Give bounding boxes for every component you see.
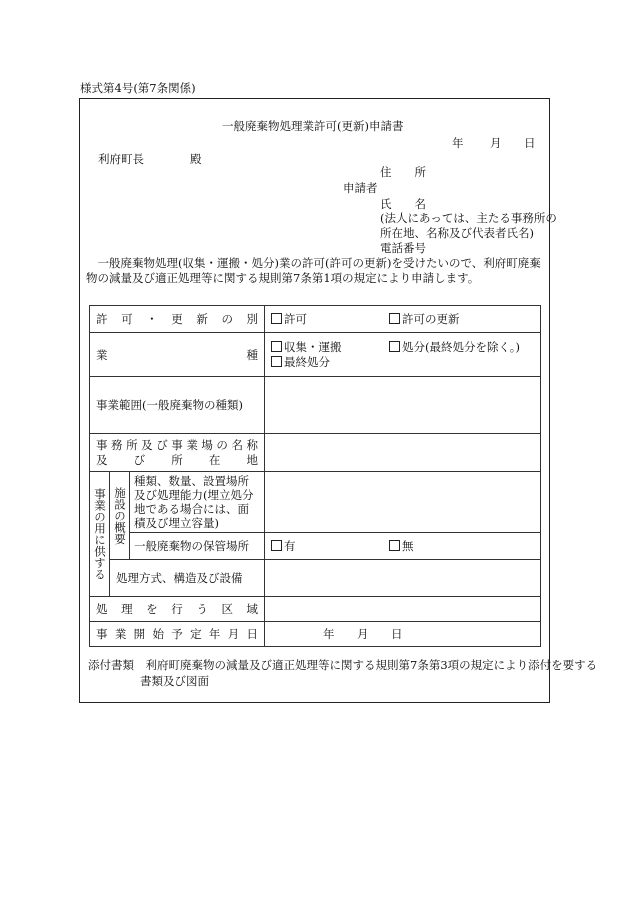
- office-name-location-label: [90, 434, 265, 472]
- business-type-label: 業種: [90, 333, 265, 377]
- table-row: [90, 377, 541, 434]
- table-row: [90, 434, 541, 472]
- facility-overview-label: 施設の概要: [110, 472, 130, 560]
- office-label-line2: 及び所在地: [96, 452, 259, 467]
- corporate-note: (法人にあっては、主たる事務所の所在地、名称及び代表者氏名): [380, 211, 557, 240]
- date-day-field[interactable]: 日: [524, 136, 536, 150]
- storage-no-checkbox[interactable]: [389, 540, 400, 551]
- business-type-options: [265, 333, 541, 377]
- application-table: [89, 305, 541, 647]
- phone-label: 電話番号: [380, 241, 426, 255]
- applicant-address-label: 住 所: [380, 165, 426, 179]
- business-scope-field[interactable]: [265, 377, 541, 434]
- business-scope-label: 事業範囲(一般廃棄物の種類): [90, 377, 265, 434]
- table-row: [90, 533, 541, 560]
- office-label-line1: 事務所及び事業場の名称: [96, 437, 259, 452]
- addressee: 利府町長 殿: [98, 152, 202, 166]
- processing-area-label: 処理を行う区域: [90, 597, 265, 622]
- permit-checkbox[interactable]: [271, 313, 282, 324]
- permit-option-label: 許可: [284, 312, 308, 326]
- table-row: [90, 333, 541, 377]
- table-row: [90, 597, 541, 622]
- collection-checkbox[interactable]: [271, 341, 282, 352]
- processing-method-label: 処理方式、構造及び設備: [110, 560, 265, 597]
- form-title: 一般廃棄物処理業許可(更新)申請書: [222, 119, 404, 133]
- processing-area-field[interactable]: [265, 597, 541, 622]
- date-month-field[interactable]: 月: [490, 136, 502, 150]
- table-row: [90, 622, 541, 647]
- attachments-note: 添付書類 利府町廃棄物の減量及び適正処理等に関する規則第7条第3項の規定により添付を要する書類及び図面: [88, 658, 598, 688]
- table-row: [90, 306, 541, 333]
- table-row: [90, 560, 541, 597]
- start-day: 日: [391, 627, 403, 641]
- table-row: [90, 472, 541, 533]
- permit-type-options: [265, 306, 541, 333]
- disposal-option-label: 処分(最終処分を除く。): [402, 339, 521, 354]
- final-disposal-option-label: 最終処分: [284, 354, 331, 369]
- processing-method-field[interactable]: [265, 560, 541, 597]
- applicant-label: 申請者: [343, 181, 378, 195]
- storage-options: [265, 533, 541, 560]
- renewal-checkbox[interactable]: [389, 313, 400, 324]
- facility-use-label: 事業の用に供する: [90, 472, 110, 597]
- final-disposal-checkbox[interactable]: [271, 356, 282, 367]
- facility-details-field[interactable]: [265, 472, 541, 533]
- start-month: 月: [357, 627, 369, 641]
- start-date-field[interactable]: [265, 622, 541, 647]
- start-date-label: 事業開始予定年月日: [90, 622, 265, 647]
- office-name-location-field[interactable]: [265, 434, 541, 472]
- storage-no-label: 無: [402, 539, 414, 553]
- form-label: 様式第4号(第7条関係): [80, 81, 196, 95]
- facility-details-label: 種類、数量、設置場所及び処理能力(埋立処分地である場合には、面積及び埋立容量): [130, 472, 265, 533]
- permit-type-label: 許可・更新の別: [90, 306, 265, 333]
- storage-yes-checkbox[interactable]: [271, 540, 282, 551]
- renewal-option-label: 許可の更新: [402, 312, 460, 326]
- applicant-name-label: 氏 名: [380, 197, 426, 211]
- storage-location-label: 一般廃棄物の保管場所: [130, 533, 265, 560]
- disposal-checkbox[interactable]: [389, 341, 400, 352]
- storage-yes-label: 有: [284, 539, 296, 553]
- date-year-field[interactable]: 年: [452, 136, 464, 150]
- date-line: [452, 135, 536, 151]
- collection-option-label: 収集・運搬: [284, 339, 342, 354]
- start-year: 年: [323, 627, 335, 641]
- application-statement: 一般廃棄物処理(収集・運搬・処分)業の許可(許可の更新)を受けたいので、利府町廃棄物の減量及び適正処理等に関する規則第7条第1項の規定により申請します。: [86, 256, 541, 285]
